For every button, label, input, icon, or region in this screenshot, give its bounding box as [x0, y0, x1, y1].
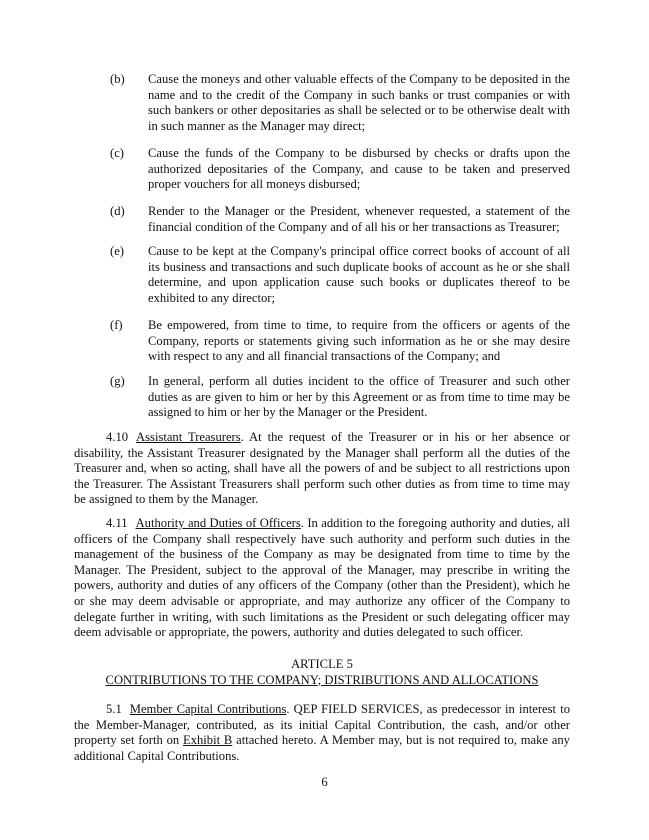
section-body: . In addition to the foregoing authority and duties, all officers of the Company shall respectively have such authority and perform such duties in the management of the business of the Company as may be designated from time to time by the Manager. The President, subject to the approval of the Manager, may prescribe in writing the powers, authority and duties of any officers of the Company (other than the President), which he or she may deem advisable or appropriate, and may authorize any officer of the Company to delegate further in writing, with such limitations as the President or such delegating officer may deem advisable or appropriate, the powers, authority and duties delegated to such officer. — [74, 516, 570, 640]
section-heading: Assistant Treasurers — [136, 430, 241, 444]
list-item-c — [110, 146, 570, 193]
article-header — [74, 657, 570, 688]
section-heading: Member Capital Contributions — [129, 702, 287, 716]
list-item-d — [110, 204, 570, 235]
section-4-10 — [74, 430, 570, 508]
item-text: Be empowered, from time to time, to require from the officers or agents of the Company, reports or statements giving such information as he or she may desire with respect to any and all financial transactions of the Company; and — [148, 318, 570, 364]
section-number: 4.10 — [106, 430, 129, 444]
item-label: (e) — [110, 244, 124, 258]
section-body-part-b: attached hereto. A Member may, but is not required to, make any additional Capital Contributions. — [74, 733, 570, 763]
section-body: . At the request of the Treasurer or in his or her absence or disability, the Assistant Treasurer designated by the Manager shall perform all the duties of the Treasurer and, when so acting, shall have all the powers of and be subject to all restrictions upon the Treasurer. The Assistant Treasurers shall perform such other duties as from time to time may be assigned to them by the Manager. — [74, 430, 570, 507]
exhibit-reference: Exhibit B — [183, 733, 233, 748]
item-text: Cause the funds of the Company to be disbursed by checks or drafts upon the authorized depositaries of the Company, and cause to be taken and preserved proper vouchers for all moneys disbursed; — [148, 146, 570, 192]
item-text: Render to the Manager or the President, whenever requested, a statement of the financial condition of the Company and of all his or her transactions as Treasurer; — [148, 204, 570, 234]
item-text: Cause the moneys and other valuable effects of the Company to be deposited in the name and to the credit of the Company in such banks or trust companies or with such bankers or other depositaries as shall be selected or to be otherwise dealt with in such manner as the Manager may direct; — [148, 72, 570, 133]
section-body-part-a: . QEP FIELD SERVICES, as predecessor in interest to the Member-Manager, contributed, as its initial Capital Contribution, the cash, and/or other property set forth on — [74, 702, 570, 748]
page-number: 6 — [321, 775, 328, 789]
list-item-f — [110, 318, 570, 365]
item-label: (d) — [110, 204, 125, 218]
item-text: Cause to be kept at the Company's principal office correct books of account of all its business and transactions and such duplicate books of account as he or she shall determine, and upon application cause such books or duplicates thereof to be exhibited to any director; — [148, 244, 570, 305]
list-item-b — [110, 72, 570, 134]
item-label: (b) — [110, 72, 125, 86]
section-heading: Authority and Duties of Officers — [135, 516, 301, 530]
section-4-11 — [74, 516, 570, 641]
article-number: ARTICLE 5 — [291, 657, 353, 671]
section-number: 5.1 — [106, 702, 122, 716]
item-label: (g) — [110, 374, 125, 388]
item-label: (f) — [110, 318, 123, 332]
section-number: 4.11 — [106, 516, 128, 530]
item-text: In general, perform all duties incident to the office of Treasurer and such other duties as are given to him or her by this Agreement or as from time to time may be assigned to him or her by the Manager or the President. — [148, 374, 570, 420]
list-item-e — [110, 244, 570, 306]
section-5-1 — [74, 702, 570, 764]
list-item-g — [110, 374, 570, 421]
article-title: CONTRIBUTIONS TO THE COMPANY; DISTRIBUTIONS AND ALLOCATIONS — [105, 672, 539, 687]
item-label: (c) — [110, 146, 124, 160]
